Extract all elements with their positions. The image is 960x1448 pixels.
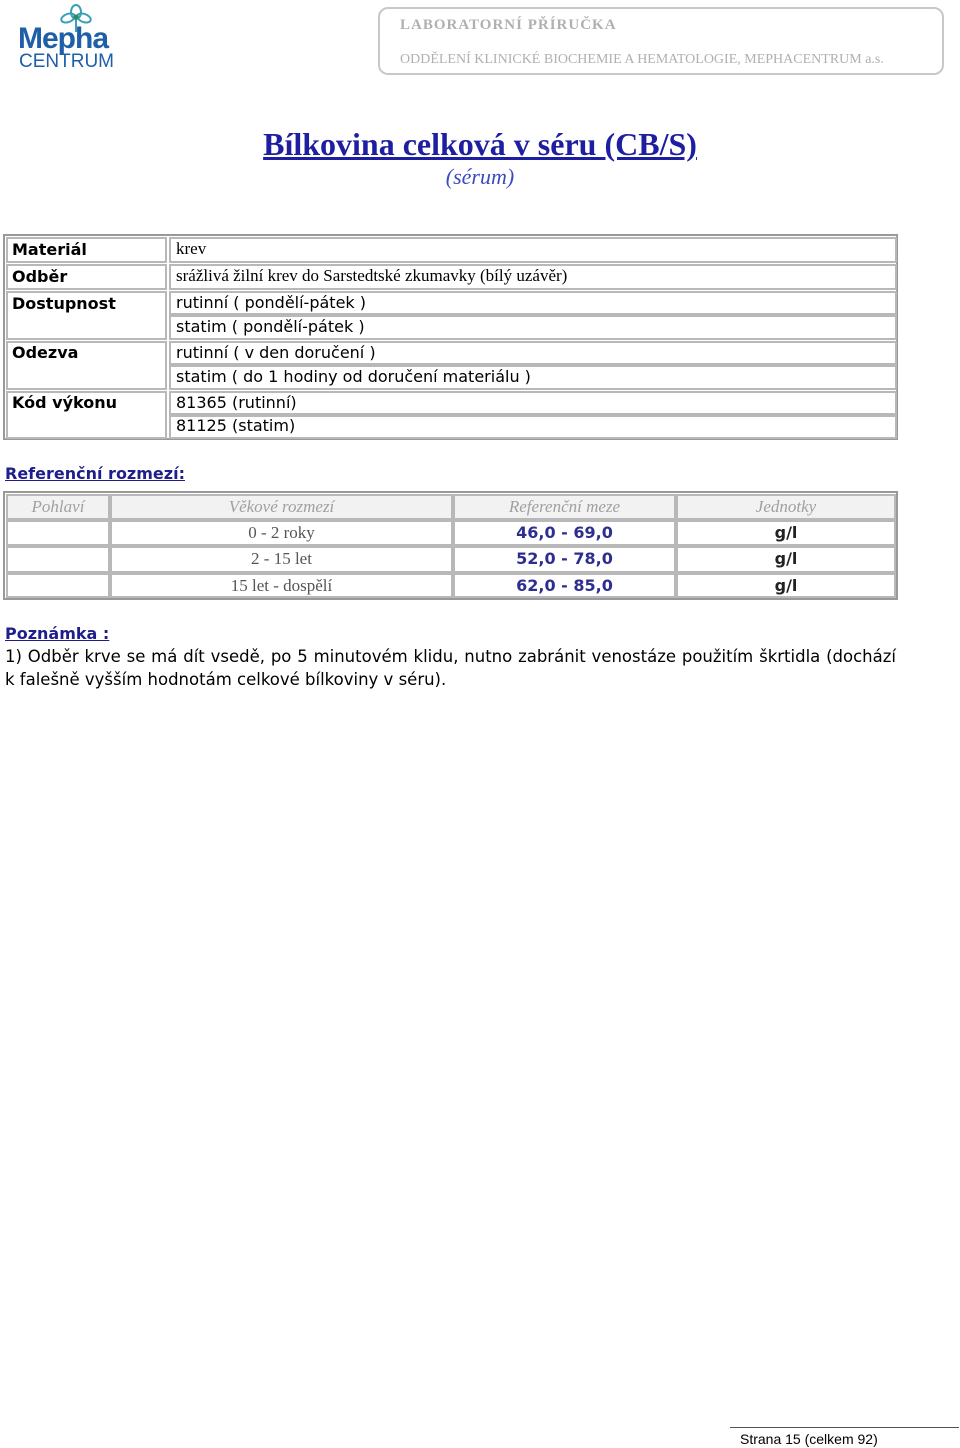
header-title: LABORATORNÍ PŘÍRUČKA	[400, 17, 617, 33]
reference-heading: Referenční rozmezí:	[5, 464, 185, 483]
value-dostupnost-rutinni: rutinní ( pondělí-pátek )	[176, 293, 366, 312]
page-subtitle: (sérum)	[445, 164, 515, 189]
footer-divider	[730, 1427, 959, 1428]
info-table	[3, 234, 898, 440]
note-heading: Poznámka :	[5, 624, 110, 643]
value-odber: srážlivá žilní krev do Sarstedtské zkumavky (bílý uzávěr)	[176, 266, 568, 285]
cell-sex	[6, 546, 110, 573]
cell-age: 2 - 15 let	[110, 546, 453, 573]
cell-range: 46,0 - 69,0	[453, 520, 676, 546]
value-kod-statim: 81125 (statim)	[176, 416, 296, 435]
mepha-logo	[14, 4, 114, 74]
value-kod-rutinni: 81365 (rutinní)	[176, 393, 297, 412]
column-header-sex: Pohlaví	[6, 494, 110, 520]
cell-range: 62,0 - 85,0	[453, 573, 676, 598]
header-subtitle: ODDĚLENÍ KLINICKÉ BIOCHEMIE A HEMATOLOGIE, MEPHACENTRUM a.s.	[400, 52, 884, 67]
cell-age: 15 let - dospělí	[110, 573, 453, 598]
page-number: Strana 15 (celkem 92)	[740, 1431, 878, 1447]
reference-table	[3, 491, 898, 600]
cell-age: 0 - 2 roky	[110, 520, 453, 546]
info-value-cell	[169, 237, 897, 263]
label-kod: Kód výkonu	[12, 393, 117, 412]
document-header	[378, 7, 944, 75]
label-material: Materiál	[12, 240, 87, 259]
value-material: krev	[176, 239, 207, 258]
label-odber: Odběr	[12, 267, 68, 286]
value-odezva-statim: statim ( do 1 hodiny od doručení materiálu )	[176, 367, 531, 386]
column-header-age: Věkové rozmezí	[110, 494, 453, 520]
value-dostupnost-statim: statim ( pondělí-pátek )	[176, 317, 365, 336]
cell-unit: g/l	[676, 573, 896, 598]
cell-sex	[6, 573, 110, 598]
column-header-range: Referenční meze	[453, 494, 676, 520]
page-title: Bílkovina celková v séru (CB/S)	[263, 126, 697, 162]
column-header-unit: Jednotky	[676, 494, 896, 520]
logo-subtext: CENTRUM	[19, 51, 114, 72]
cell-unit: g/l	[676, 520, 896, 546]
value-odezva-rutinni: rutinní ( v den doručení )	[176, 343, 376, 362]
label-dostupnost: Dostupnost	[12, 294, 116, 313]
cell-range: 52,0 - 78,0	[453, 546, 676, 573]
note-text: 1) Odběr krve se má dít vsedě, po 5 minutovém klidu, nutno zabránit venostáze použitím škrtidla (dochází k falešně vyšším hodnotám celkové bílkoviny v séru).	[5, 647, 896, 689]
cell-unit: g/l	[676, 546, 896, 573]
label-odezva: Odezva	[12, 343, 79, 362]
cell-sex	[6, 520, 110, 546]
logo-text: Mepha	[18, 22, 109, 55]
